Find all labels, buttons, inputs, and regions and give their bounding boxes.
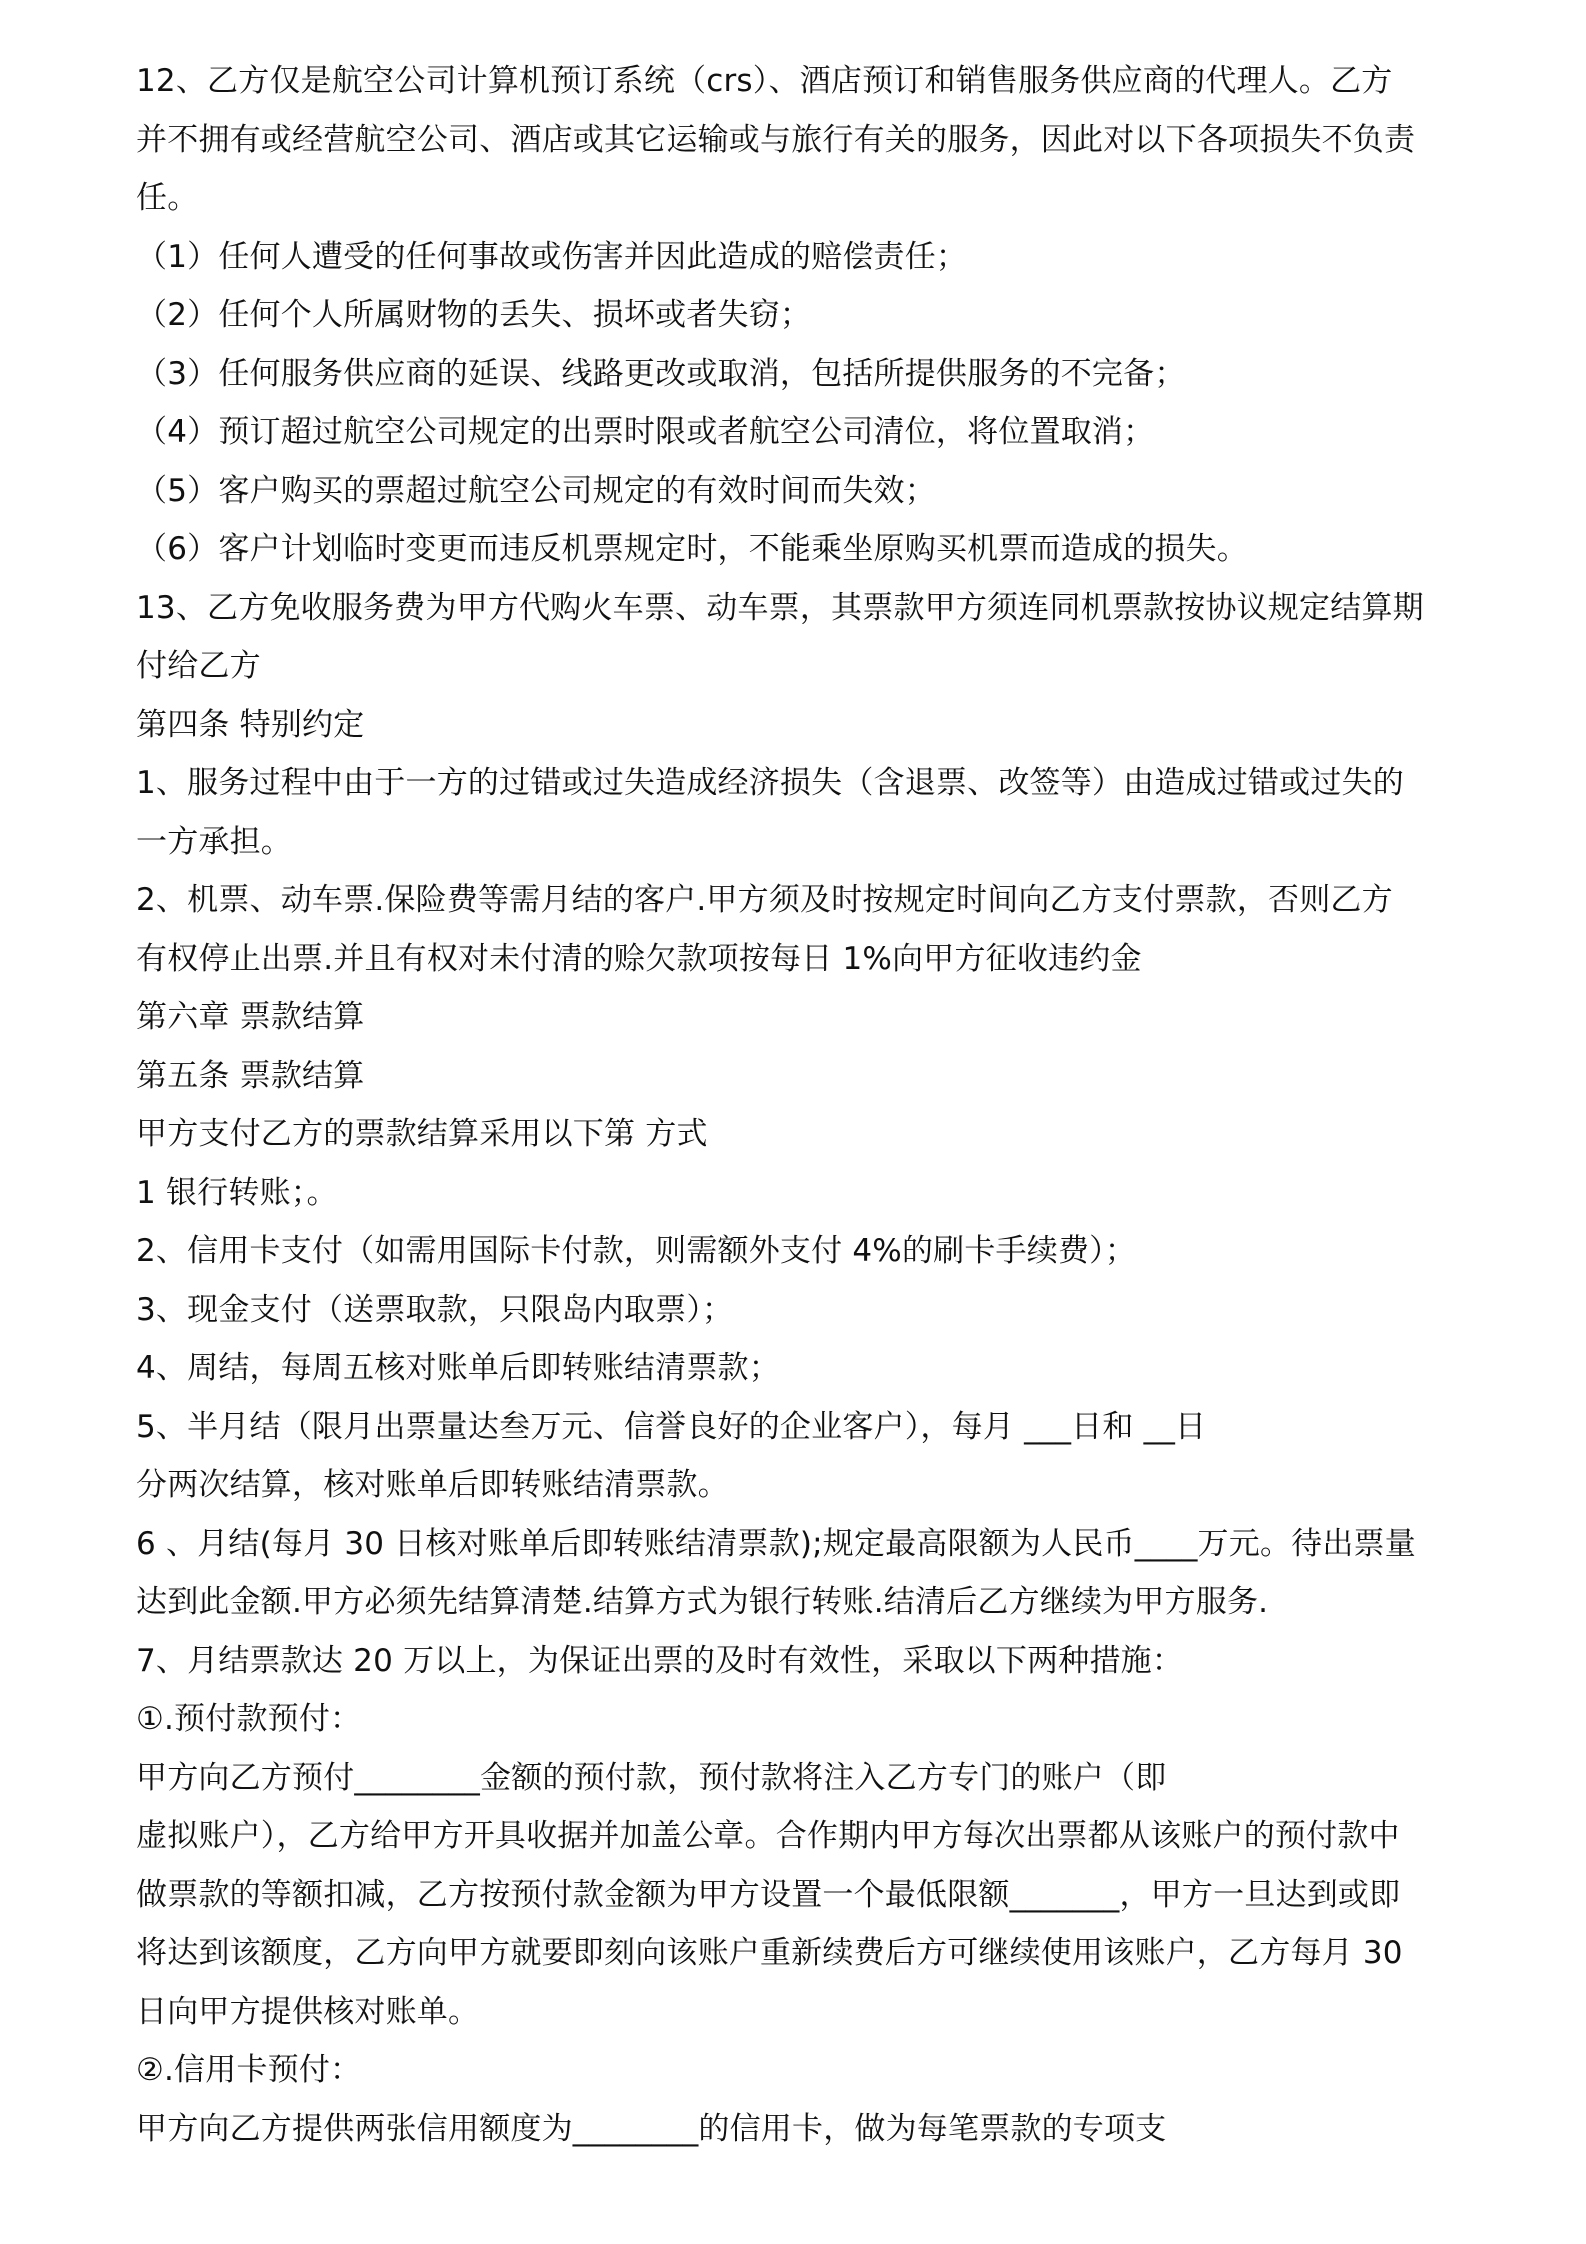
payment-item-6-line-2: 达到此金额.甲方必须先结算清楚.结算方式为银行转账.结清后乙方继续为甲方服务. — [136, 1584, 1269, 1620]
article-4-item-2-line-1: 2、机票、动车票.保险费等需月结的客户.甲方须及时按规定时间向乙方支付票款，否则乙方 — [136, 882, 1393, 918]
measure-1-line-2: 虚拟账户），乙方给甲方开具收据并加盖公章。合作期内甲方每次出票都从该账户的预付款中 — [136, 1818, 1400, 1854]
measure-1-line-4: 将达到该额度，乙方向甲方就要即刻向该账户重新续费后方可继续使用该账户，乙方每月 30 — [136, 1935, 1403, 1971]
document-page — [136, 52, 1466, 2158]
article-4-item-2-line-2: 有权停止出票.并且有权对未付清的赊欠款项按每日 1%向甲方征收违约金 — [136, 940, 1142, 977]
clause-12-item-4: （4）预订超过航空公司规定的出票时限或者航空公司清位，将位置取消； — [136, 414, 1155, 450]
measure-1-heading: ①.预付款预付： — [136, 1701, 362, 1737]
payment-item-4: 4、周结，每周五核对账单后即转账结清票款； — [136, 1350, 780, 1386]
article-5-heading: 第五条 票款结算 — [136, 1057, 365, 1094]
measure-2-heading: ②.信用卡预付： — [136, 2052, 362, 2088]
payment-intro: 甲方支付乙方的票款结算采用以下第 方式 — [136, 1116, 708, 1152]
clause-12-item-1: （1）任何人遭受的任何事故或伤害并因此造成的赔偿责任； — [136, 238, 968, 275]
payment-item-1: 1 银行转账；。 — [136, 1174, 338, 1211]
measure-1-line-5: 日向甲方提供核对账单。 — [136, 1993, 480, 2030]
article-4-item-1-line-2: 一方承担。 — [136, 823, 292, 860]
payment-item-7: 7、月结票款达 20 万以上，为保证出票的及时有效性，采取以下两种措施： — [136, 1642, 1184, 1679]
clause-13-line-2: 付给乙方 — [136, 648, 261, 684]
clause-13-line-1: 13、乙方免收服务费为甲方代购火车票、动车票，其票款甲方须连同机票款按协议规定结算期 — [136, 589, 1424, 626]
measure-1-line-1: 甲方向乙方预付________金额的预付款，预付款将注入乙方专门的账户（即 — [136, 1759, 1167, 1796]
clause-12-line-1: 12、乙方仅是航空公司计算机预订系统（crs）、酒店预订和销售服务供应商的代理人。乙方 — [136, 63, 1393, 99]
article-4-item-1-line-1: 1、服务过程中由于一方的过错或过失造成经济损失（含退票、改签等）由造成过错或过失的 — [136, 765, 1404, 801]
payment-item-2: 2、信用卡支付（如需用国际卡付款，则需额外支付 4%的刷卡手续费）； — [136, 1233, 1137, 1269]
clause-12-item-5: （5）客户购买的票超过航空公司规定的有效时间而失效； — [136, 472, 936, 509]
clause-12-item-6: （6）客户计划临时变更而违反机票规定时，不能乘坐原购买机票而造成的损失。 — [136, 531, 1248, 567]
chapter-6-heading: 第六章 票款结算 — [136, 999, 365, 1035]
payment-item-3: 3、现金支付（送票取款，只限岛内取票）； — [136, 1291, 734, 1328]
clause-12-line-3: 任。 — [136, 180, 199, 216]
clause-12-line-2: 并不拥有或经营航空公司、酒店或其它运输或与旅行有关的服务，因此对以下各项损失不负责 — [136, 121, 1416, 158]
article-4-heading: 第四条 特别约定 — [136, 706, 365, 743]
measure-1-line-3: 做票款的等额扣减，乙方按预付款金额为甲方设置一个最低限额_______，甲方一旦达到或即 — [136, 1876, 1401, 1913]
payment-item-5-line-1: 5、半月结（限月出票量达叁万元、信誉良好的企业客户），每月 ___日和 __日 — [136, 1408, 1207, 1445]
measure-2-line-1: 甲方向乙方提供两张信用额度为________的信用卡，做为每笔票款的专项支 — [136, 2110, 1167, 2147]
clause-12-item-2: （2）任何个人所属财物的丢失、损坏或者失窃； — [136, 297, 812, 333]
payment-item-6-line-1: 6 、月结(每月 30 日核对账单后即转账结清票款);规定最高限额为人民币____万元。待出票量 — [136, 1525, 1416, 1562]
payment-item-5-line-2: 分两次结算，核对账单后即转账结清票款。 — [136, 1467, 729, 1503]
clause-12-item-3: （3）任何服务供应商的延误、线路更改或取消，包括所提供服务的不完备； — [136, 355, 1186, 392]
